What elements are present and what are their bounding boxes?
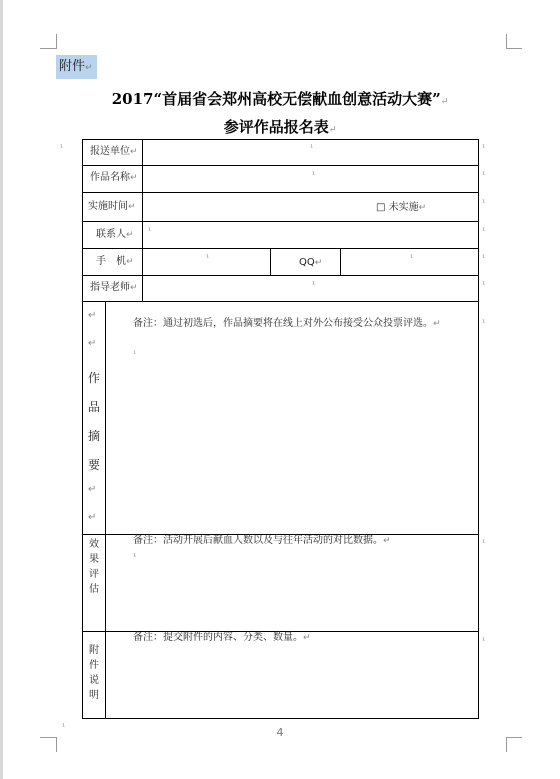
crop-mark-bottom-right-v [506,737,507,752]
reporting-unit-field[interactable]: ¹ [310,143,314,152]
work-name-field[interactable]: ¹ [312,170,316,179]
attachment-desc-label: 附 件 说 明 [89,645,99,701]
summary-field[interactable]: ¹ [133,349,137,358]
not-implemented-checkbox[interactable]: □ 未实施↵ [376,202,427,213]
table-border-right [478,139,479,719]
crop-mark-top-left-v [56,34,57,49]
row-line [82,301,479,302]
crop-mark-top-right-h [506,48,522,49]
table-border-bottom [82,718,479,719]
summary-para-mark: ↵ [88,484,97,495]
row-end-mark: ¹ [482,226,486,235]
row-end-mark: ¹ [482,198,486,207]
row-end-mark: ¹ [482,253,486,262]
effect-label: 效 果 评 估 [89,539,99,595]
row-start-mark: ¹ [62,722,66,731]
col-line [105,301,106,719]
implementation-time-label: 实施时间↵ [88,201,136,212]
crop-mark-top-left-h [40,48,56,49]
advisor-label: 指导老师↵ [90,282,138,293]
qq-label: QQ↵ [299,257,323,268]
summary-label: 作 品 摘 要 [87,371,100,472]
table-border-left [82,139,83,719]
page-number: 4 [276,726,284,739]
mobile-label: 手 机↵ [96,256,134,267]
summary-para-mark: ↵ [88,310,97,321]
form-title: 2017“首届省会郑州高校无偿献血创意活动大赛”↵ [111,90,449,108]
mobile-field[interactable]: ¹ [206,253,210,262]
effect-note: 备注：活动开展后献血人数以及与往年活动的对比数据。↵ [133,535,391,546]
reporting-unit-label: 报送单位↵ [90,146,138,157]
row-end-mark: ¹ [482,170,486,179]
row-end-mark: ¹ [482,318,486,327]
summary-para-mark: ↵ [88,512,97,523]
col-line [340,248,341,275]
row-end-mark: ¹ [482,143,486,152]
form-subtitle: 参评作品报名表↵ [223,118,337,136]
crop-mark-top-right-v [506,34,507,49]
summary-note: 备注：通过初选后，作品摘要将在线上对外公布接受公众投票评选。↵ [133,318,441,329]
work-name-label: 作品名称↵ [90,172,138,183]
col-line [142,139,143,301]
contact-label: 联系人↵ [96,229,134,240]
qq-field[interactable]: ¹ [410,253,414,262]
attachment-label: 附件↵ [56,55,97,79]
row-start-mark: ¹ [60,143,64,152]
contact-field[interactable]: ¹ [148,226,152,235]
col-line [270,248,271,275]
summary-para-mark: ↵ [88,338,97,349]
crop-mark-bottom-left-v [56,737,57,752]
row-end-mark: ¹ [482,538,486,547]
row-end-mark: ¹ [482,280,486,289]
effect-field[interactable]: ¹ [133,552,137,561]
attachment-desc-note: 备注：提交附件的内容、分类、数量。↵ [133,632,311,643]
advisor-field[interactable]: ¹ [312,280,316,289]
row-end-mark: ¹ [482,636,486,645]
